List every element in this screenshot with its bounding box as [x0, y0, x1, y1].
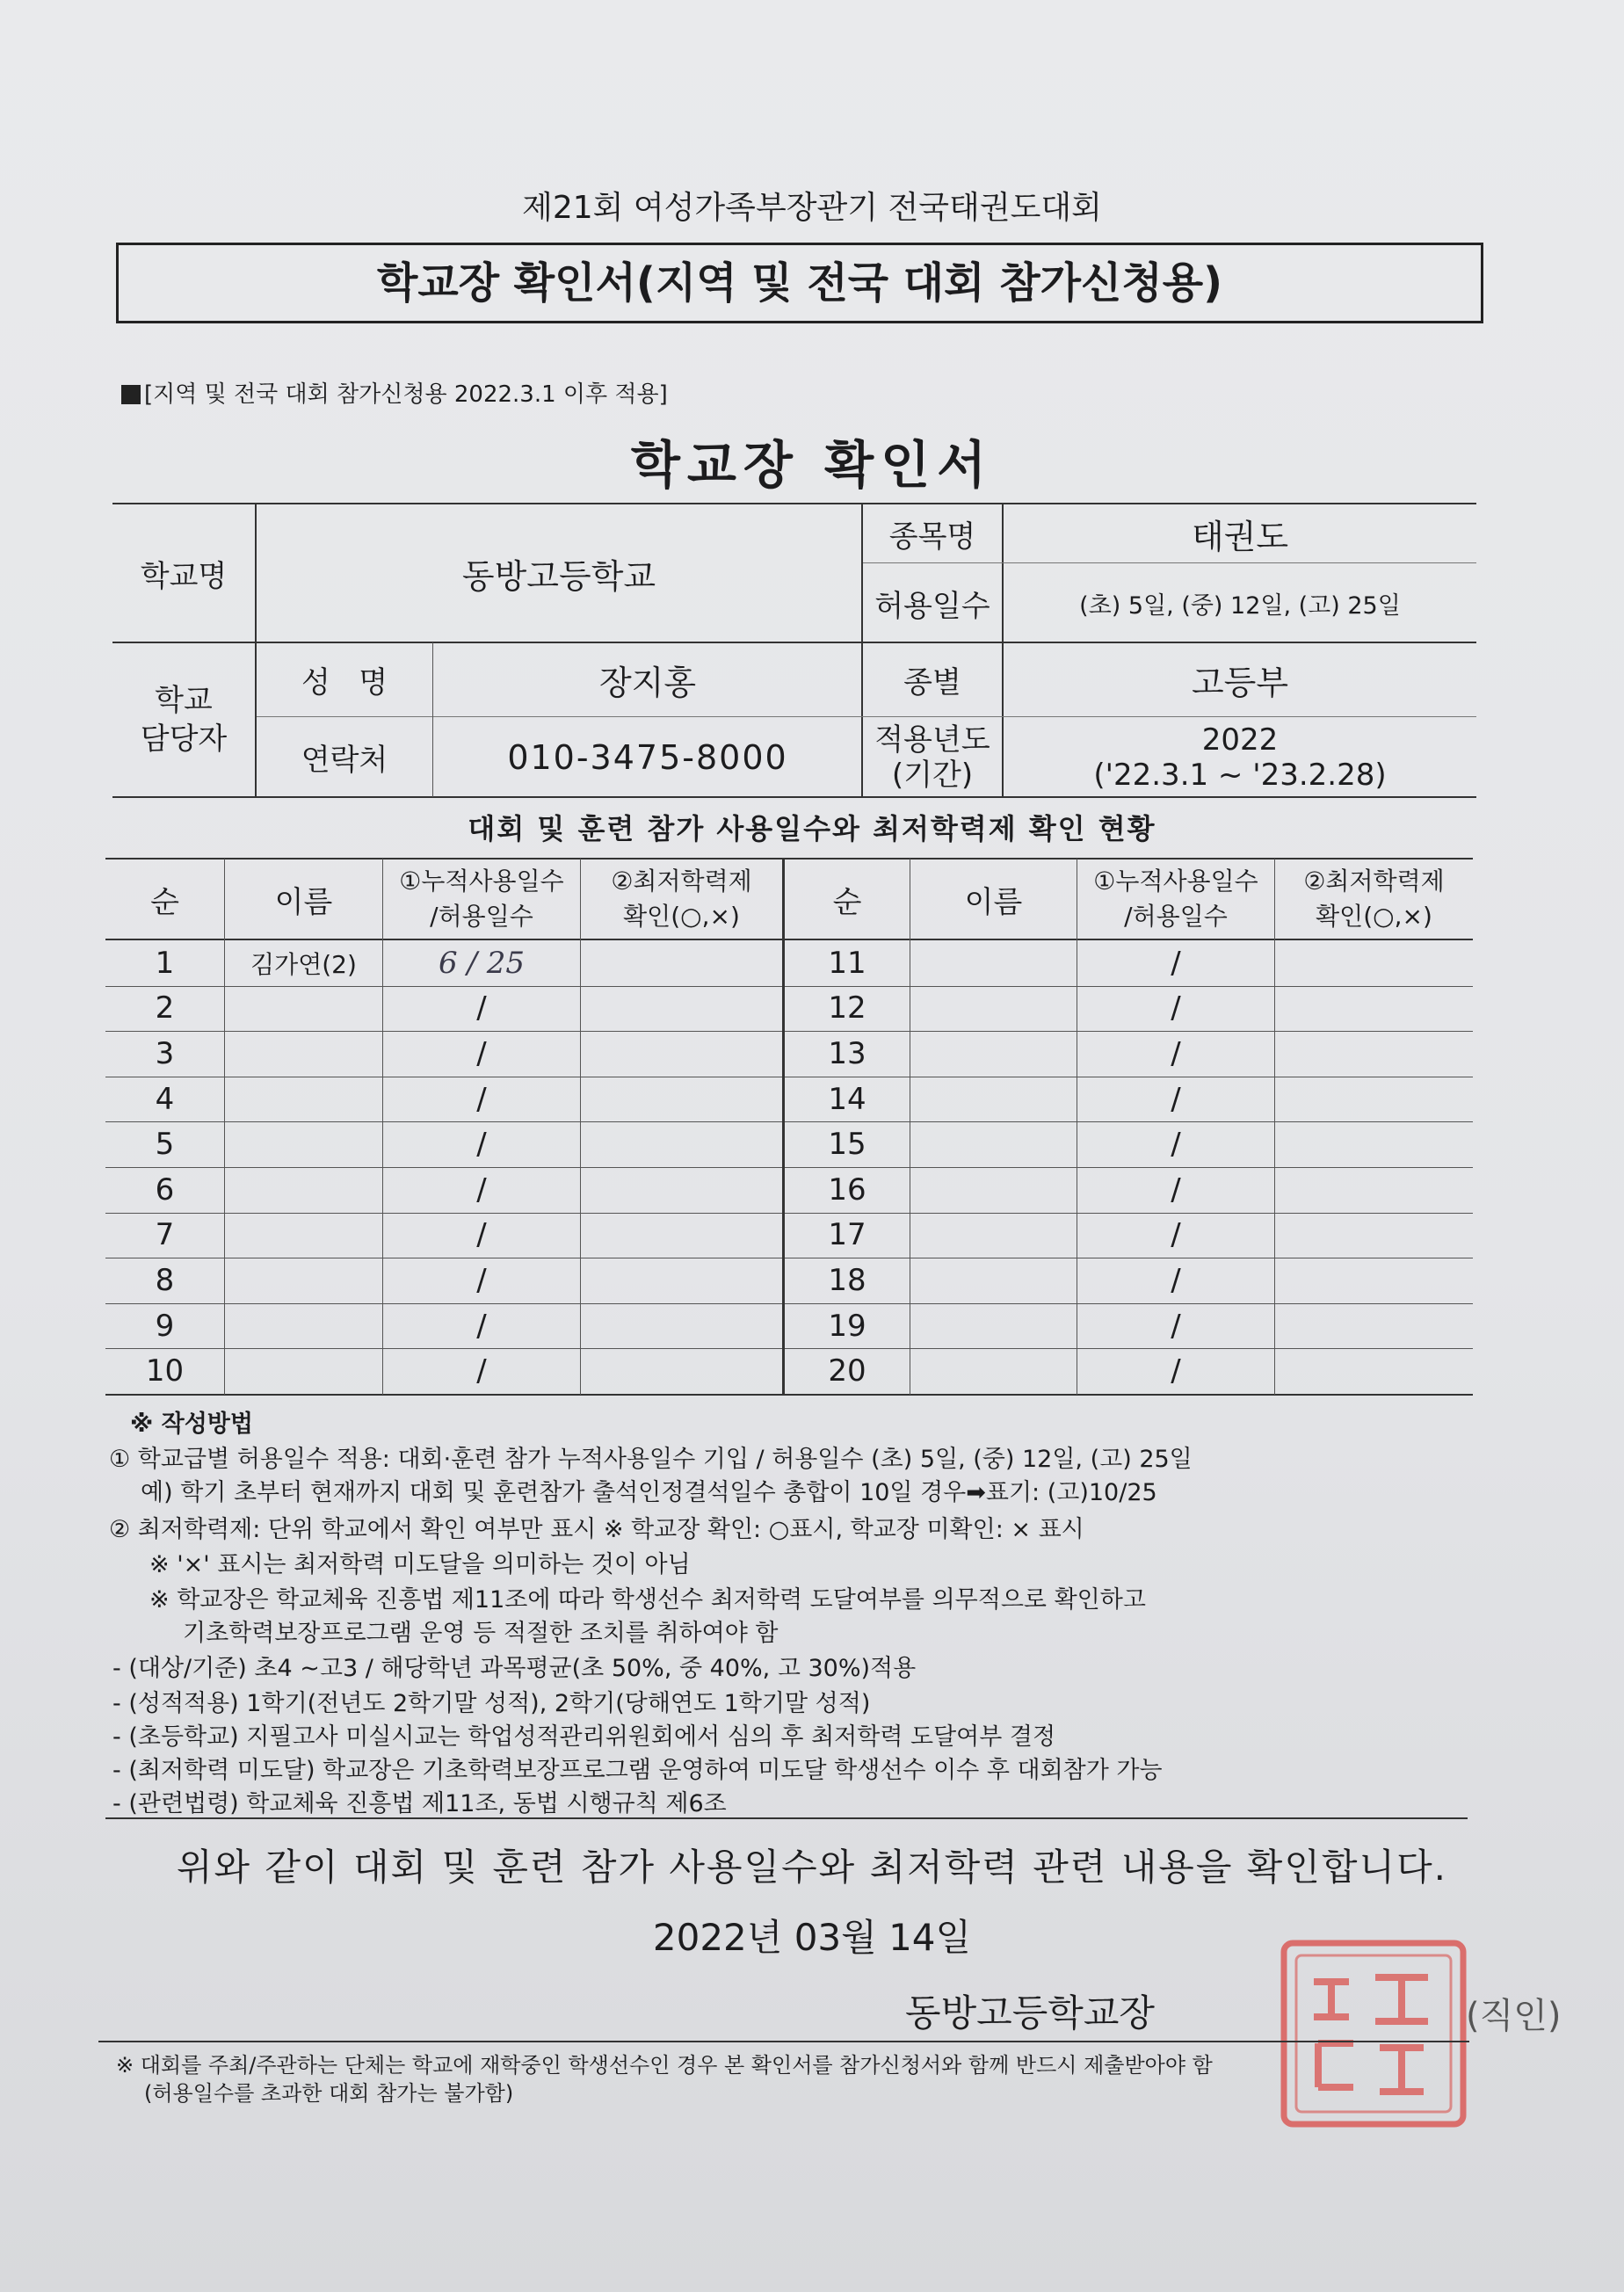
row-number: 20: [828, 1353, 866, 1389]
method-line-10: - (최저학력 미도달) 학교장은 기초학력보장프로그램 운영하여 미도달 학생선수 이수 후 대회참가 가능: [112, 1757, 1163, 1784]
row-student-name: [910, 986, 1077, 1032]
school-name: 동방고등학교: [461, 556, 656, 596]
row-number: 15: [828, 1127, 866, 1163]
allowed-days: (초) 5일, (중) 12일, (고) 25일: [1079, 591, 1401, 620]
row-days: /: [1171, 1262, 1181, 1298]
col-name-right: 이름: [964, 884, 1023, 920]
name-label: 성 명: [301, 665, 388, 700]
method-line-2: 예) 학기 초부터 현재까지 대회 및 훈련참가 출석인정결석일수 총합이 10일 경우➡표기: (고)10/25: [141, 1479, 1157, 1506]
confirmation-date: 2022년 03월 14일: [652, 1916, 972, 1959]
row-confirm: [1275, 1077, 1473, 1122]
row-number: 9: [155, 1308, 175, 1344]
method-line-6: 기초학력보장프로그램 운영 등 적절한 조치를 취하여야 함: [183, 1620, 779, 1647]
row-confirm: [1275, 1303, 1473, 1349]
row-student-name: [225, 1031, 382, 1077]
method-line-8: - (성적적용) 1학기(전년도 2학기말 성적), 2학기(당해연도 1학기말 성적): [112, 1690, 871, 1717]
row-confirm: [1275, 1121, 1473, 1167]
row-student-name: [225, 1121, 382, 1167]
row-days: /: [1171, 945, 1181, 981]
row-student-name: [910, 1121, 1077, 1167]
signer-name: 동방고등학교장: [905, 1991, 1156, 2035]
sport: 태권도: [1191, 517, 1289, 556]
row-confirm: [1275, 1031, 1473, 1077]
method-line-5: ※ 학교장은 학교체육 진흥법 제11조에 따라 학생선수 최저학력 도달여부를 의무적으로 확인하고: [149, 1586, 1146, 1614]
row-student-name: [910, 1348, 1077, 1394]
row-confirm: [581, 1348, 782, 1394]
school-seal-icon: [1279, 1938, 1468, 2129]
row-number: 11: [828, 945, 866, 981]
row-days: /: [1171, 1353, 1181, 1389]
box-title: 학교장 확인서(지역 및 전국 대회 참가신청용): [116, 243, 1483, 323]
period: ('22.3.1 ~ '23.2.28): [1093, 757, 1387, 793]
row-student-name: [910, 1213, 1077, 1258]
method-line-4: ※ '×' 표시는 최저학력 미도달을 의미하는 것이 아님: [149, 1551, 691, 1578]
division-label: 종별: [903, 665, 961, 700]
row-confirm: [581, 1167, 782, 1213]
footer-note-1: ※ 대회를 주최/주관하는 단체는 학교에 재학중인 학생선수인 경우 본 확인서를 참가신청서와 함께 반드시 제출받아야 함: [116, 2053, 1213, 2078]
row-days: /: [1171, 1035, 1181, 1071]
row-days: /: [476, 1308, 487, 1344]
row-days: /: [476, 1217, 487, 1253]
row-days: /: [1171, 1217, 1181, 1253]
year: 2022: [1201, 722, 1279, 758]
status-title: 대회 및 훈련 참가 사용일수와 최저학력제 확인 현황: [468, 812, 1156, 845]
col-confirm-left: ②최저학력제 확인(○,×): [611, 867, 752, 931]
row-confirm: [1275, 986, 1473, 1032]
row-days: /: [1171, 990, 1181, 1026]
row-number: 18: [828, 1262, 866, 1298]
confirmation-statement: 위와 같이 대회 및 훈련 참가 사용일수와 최저학력 관련 내용을 확인합니다.: [176, 1846, 1448, 1889]
row-student-name: [910, 1031, 1077, 1077]
event-name: 제21회 여성가족부장관기 전국태권도대회: [522, 190, 1102, 226]
row-number: 7: [155, 1217, 175, 1253]
document-title: 학교장 확인서: [630, 435, 994, 495]
row-student-name: [910, 1258, 1077, 1303]
row-confirm: [581, 1303, 782, 1349]
col-no-right: 순: [832, 884, 862, 920]
row-days: /: [476, 1035, 487, 1071]
row-number: 19: [828, 1308, 866, 1344]
contact-person-label: 학교 담당자: [140, 683, 228, 757]
applicability-note: [121, 376, 668, 409]
row-number: 10: [145, 1353, 185, 1389]
row-student-name: [225, 986, 382, 1032]
row-days: /: [1171, 1171, 1181, 1208]
row-number: 14: [828, 1081, 866, 1117]
row-number: 1: [155, 945, 175, 981]
row-student-name: [910, 940, 1077, 986]
row-days: /: [476, 1081, 487, 1117]
seal-mark: (직인): [1466, 1996, 1562, 2036]
row-confirm: [1275, 1258, 1473, 1303]
phone: 010-3475-8000: [507, 737, 788, 777]
method-line-3: ② 최저학력제: 단위 학교에서 확인 여부만 표시 ※ 학교장 확인: ○표시, 학교장 미확인: × 표시: [109, 1516, 1084, 1543]
row-number: 3: [155, 1035, 175, 1071]
contact-name: 장지홍: [598, 664, 697, 702]
row-confirm: [581, 1077, 782, 1122]
allowed-days-label: 허용일수: [874, 588, 990, 624]
row-student-name: [910, 1077, 1077, 1122]
row-number: 6: [155, 1171, 175, 1208]
row-days: /: [476, 1127, 487, 1163]
row-confirm: [581, 1213, 782, 1258]
row-days: /: [1171, 1081, 1181, 1117]
applicability-note-text: [지역 및 전국 대회 참가신청용 2022.3.1 이후 적용]: [144, 381, 668, 408]
row-confirm: [1275, 1167, 1473, 1213]
col-confirm-right: ②최저학력제 확인(○,×): [1303, 867, 1445, 931]
row-number: 17: [828, 1217, 866, 1253]
row-confirm: [1275, 1213, 1473, 1258]
row-number: 16: [828, 1171, 866, 1208]
phone-label: 연락처: [301, 743, 388, 778]
method-line-11: - (관련법령) 학교체육 진흥법 제11조, 동법 시행규칙 제6조: [112, 1790, 727, 1817]
row-days: /: [476, 1262, 487, 1298]
row-confirm: [581, 986, 782, 1032]
col-no-left: 순: [150, 884, 179, 920]
row-confirm: [581, 1121, 782, 1167]
row-student-name: [225, 1348, 382, 1394]
row-confirm: [581, 1258, 782, 1303]
square-bullet-icon: [121, 385, 141, 404]
footer-note-2: (허용일수를 초과한 대회 참가는 불가함): [144, 2081, 514, 2106]
row-days: 6 / 25: [439, 945, 525, 981]
row-student-name: [910, 1167, 1077, 1213]
method-line-9: - (초등학교) 지필고사 미실시교는 학업성적관리위원회에서 심의 후 최저학력 도달여부 결정: [112, 1723, 1056, 1751]
row-confirm: [581, 940, 782, 986]
row-number: 12: [828, 990, 866, 1026]
row-confirm: [1275, 940, 1473, 986]
col-days-left: ①누적사용일수 /허용일수: [399, 867, 564, 931]
row-student-name: [910, 1303, 1077, 1349]
row-number: 8: [155, 1262, 175, 1298]
row-number: 5: [155, 1127, 175, 1163]
row-days: /: [476, 990, 487, 1026]
row-days: /: [1171, 1127, 1181, 1163]
row-days: /: [476, 1171, 487, 1208]
row-number: 13: [828, 1035, 866, 1071]
row-days: /: [1171, 1308, 1181, 1344]
row-days: /: [476, 1353, 487, 1389]
method-line-7: - (대상/기준) 초4 ~고3 / 해당학년 과목평균(초 50%, 중 40%, 고 30%)적용: [112, 1655, 917, 1682]
row-number: 2: [155, 990, 175, 1026]
division: 고등부: [1191, 664, 1289, 702]
row-confirm: [581, 1031, 782, 1077]
year-label: 적용년도 (기간): [874, 722, 990, 793]
row-student-name: [225, 1303, 382, 1349]
school-name-label: 학교명: [140, 558, 228, 594]
sport-label: 종목명: [888, 519, 976, 555]
row-student-name: [225, 1167, 382, 1213]
col-days-right: ①누적사용일수 /허용일수: [1093, 867, 1258, 931]
row-student-name: 김가연(2): [250, 949, 357, 979]
row-student-name: [225, 1213, 382, 1258]
row-student-name: [225, 1077, 382, 1122]
row-number: 4: [155, 1081, 175, 1117]
method-line-1: ① 학교급별 허용일수 적용: 대회·훈련 참가 누적사용일수 기입 / 허용일수 (초) 5일, (중) 12일, (고) 25일: [109, 1446, 1193, 1473]
method-heading: ※ 작성방법: [130, 1411, 253, 1438]
row-student-name: [225, 1258, 382, 1303]
year-cell: [1004, 718, 1476, 796]
col-name-left: 이름: [274, 884, 333, 920]
row-confirm: [1275, 1348, 1473, 1394]
